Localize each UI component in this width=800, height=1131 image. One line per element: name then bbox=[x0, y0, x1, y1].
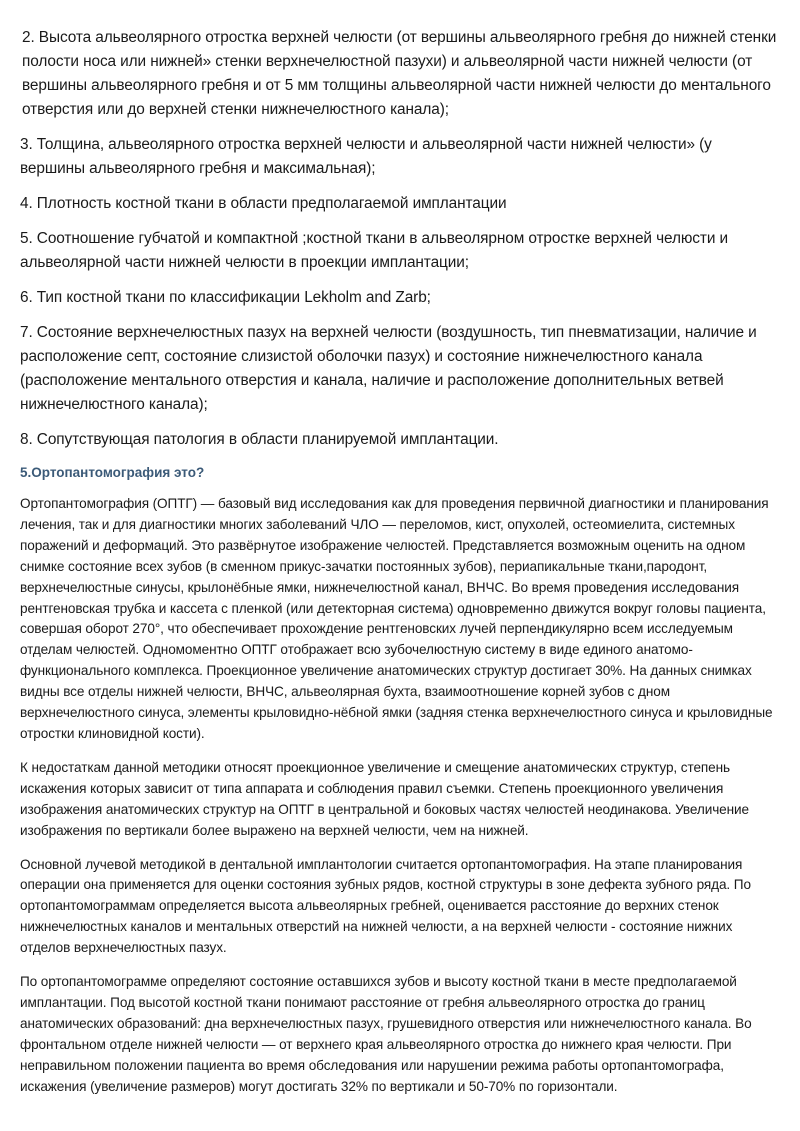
list-item-7: 7. Состояние верхнечелюстных пазух на верхней челюсти (воздушность, тип пневматизации, наличие и расположение септ, состояние слизистой оболочки пазух) и состояние нижнечелюстного канала (расположение ментального отверстия и канала, наличие и расположение дополнительных ветвей нижнечелюстного канала); bbox=[20, 324, 757, 413]
paragraph-disadvantages: К недостаткам данной методики относят проекционное увеличение и смещение анатомических структур, степень искажения которых зависит от типа аппарата и соблюдения правил съемки. Степень проекционного увеличения изображения анатомических структур на ОПТГ в центральной и боковых частях челюстей неодинакова. Увеличение изображения по вертикали более выражено на верхней челюсти, чем на нижней. bbox=[20, 759, 750, 838]
paragraph-bone-height: По ортопантомограмме определяют состояние оставшихся зубов и высоту костной ткани в месте предполагаемой имплантации. Под высотой костной ткани понимают расстояние от гребня альвеолярного отростка до границ анатомических образований: дна верхнечелюстных пазух, грушевидного отверстия или нижнечелюстного канала. Во фронтальном отделе нижней челюсти — от верхнего края альвеолярного отростка до нижнего края челюсти. При неправильном положении пациента во время обследования или нарушении режима работы ортопантомографа, искажения (увеличение размеров) могут достигать 32% по вертикали и 50-70% по горизонтали. bbox=[20, 974, 752, 1094]
list-item-6: 6. Тип костной ткани по классификации Lekholm and Zarb; bbox=[20, 289, 431, 306]
list-item-3: 3. Толщина, альвеолярного отростка верхней челюсти и альвеолярной части нижней челюсти» (у вершины альвеолярного гребня и максимальная); bbox=[20, 136, 712, 177]
list-item-2: 2. Высота альвеолярного отростка верхней челюсти (от вершины альвеолярного гребня до нижней стенки полости носа или нижней» стенки верхнечелюстной пазухи) и альвеолярной части нижней челюсти (от вершины альвеолярного гребня и от 5 мм толщины альвеолярной части нижней челюсти до ментального отверстия или до верхней стенки нижнечелюстного канала); bbox=[22, 29, 777, 118]
list-item-5: 5. Соотношение губчатой и компактной ;костной ткани в альвеолярном отростке верхней челюсти и альвеолярной части нижней челюсти в проекции имплантации; bbox=[20, 230, 729, 271]
section-heading: 5.Ортопантомография это? bbox=[20, 465, 205, 480]
list-item-4: 4. Плотность костной ткани в области предполагаемой имплантации bbox=[20, 195, 507, 212]
list-item-8: 8. Сопутствующая патология в области планируемой имплантации. bbox=[20, 431, 499, 448]
paragraph-implantology-method: Основной лучевой методикой в дентальной имплантологии считается ортопантомография. На этапе планирования операции она применяется для оценки состояния зубных рядов, костной структуры в зоне дефекта зубного ряда. По ортопантомограммам определяется высота альвеолярных гребней, оценивается расстояние до верхних стенок нижнечелюстных каналов и ментальных отверстий на нижней челюсти, а на верхней челюсти - состояние нижних отделов верхнечелюстных пазух. bbox=[20, 856, 751, 956]
paragraph-optg-definition: Ортопантомография (ОПТГ) — базовый вид исследования как для проведения первичной диагностики и планирования лечения, так и для диагностики многих заболеваний ЧЛО — переломов, кист, опухолей, остеомиелита, системных поражений и деформаций. Это развёрнутое изображение челюстей. Представляется возможным оценить на одном снимке состояние всех зубов (в сменном прикус-зачатки постоянных зубов), периапикальные ткани,пародонт, верхнечелюстные синусы, крылонёбные ямки, нижнечелюстной канал, ВНЧС. Во время проведения исследования рентгеновская трубка и кассета с пленкой (или детекторная система) одновременно движутся вокруг головы пациента, совершая оборот 270°, что обеспечивает прохождение рентгеновских лучей перпендикулярно всем исследуемым отделам челюстей. Одномоментно ОПТГ отображает всю зубочелюстную систему в виде единого анатомо-функционального комплекса. Проекционное увеличение анатомических структур достигает 30%. На данных снимках видны все отделы нижней челюсти, ВНЧС, альвеолярная бухта, взаимоотношение корней зубов с дном верхнечелюстного синуса, элементы крыловидно-нёбной ямки (задняя стенка верхнечелюстного синуса и крыловидные отростки клиновидной кости). bbox=[20, 496, 773, 741]
